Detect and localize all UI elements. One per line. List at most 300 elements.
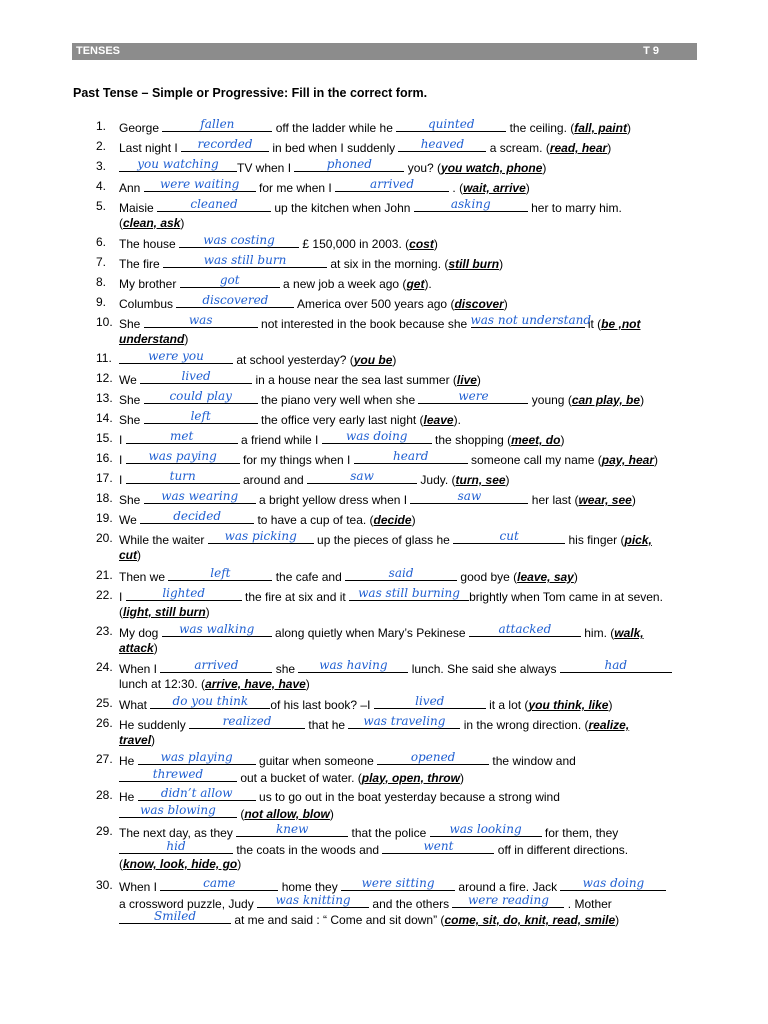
handwritten-answer: lived xyxy=(415,694,445,708)
item-line xyxy=(119,430,679,448)
answer-blank[interactable] xyxy=(144,410,258,424)
sentence-text: brightly when Tom came in at seven. xyxy=(469,590,663,604)
item-line xyxy=(119,370,679,388)
item-line xyxy=(119,138,679,156)
header-left: TENSES xyxy=(76,45,121,57)
answer-blank[interactable] xyxy=(298,659,408,673)
answer-blank[interactable] xyxy=(414,198,528,212)
verb-hint: play, open, throw xyxy=(361,770,460,785)
verb-hint: leave, say xyxy=(517,570,574,584)
answer-blank[interactable] xyxy=(162,623,272,637)
item-line xyxy=(119,567,679,585)
verb-hint: fall, paint xyxy=(574,121,627,135)
answer-blank[interactable] xyxy=(138,751,256,765)
sentence-text: around and xyxy=(239,473,308,487)
sentence-text: She xyxy=(119,413,144,427)
answer-blank[interactable] xyxy=(126,450,240,464)
handwritten-answer: met xyxy=(170,429,194,443)
sentence-text: We xyxy=(119,513,141,527)
sentence-text: and the others xyxy=(369,896,453,911)
verb-hint: realize, xyxy=(588,718,630,732)
sentence-text: I xyxy=(119,453,126,467)
handwritten-answer: came xyxy=(203,876,236,890)
verb-hint: understand xyxy=(119,331,185,346)
sentence-text: guitar when someone xyxy=(255,754,378,768)
answer-blank[interactable] xyxy=(322,430,432,444)
item-number: 25. xyxy=(96,696,113,710)
answer-blank[interactable] xyxy=(382,840,494,854)
item-number: 3. xyxy=(96,159,107,173)
handwritten-answer: knew xyxy=(276,822,309,836)
item-number: 18. xyxy=(96,491,113,505)
sentence-text: in the wrong direction. ( xyxy=(460,718,589,732)
verb-hint: pick, xyxy=(624,533,652,547)
sentence-text: ) xyxy=(573,570,578,584)
sentence-text: young ( xyxy=(528,393,572,407)
sentence-text: someone call my name ( xyxy=(467,453,602,467)
verb-hint: clean, ask xyxy=(123,215,181,230)
verb-hint: pay, hear xyxy=(601,453,655,467)
answer-blank[interactable] xyxy=(144,490,256,504)
sentence-text: . ( xyxy=(449,181,464,195)
handwritten-answer: was still burning xyxy=(358,586,460,600)
handwritten-answer: had xyxy=(604,658,628,672)
handwritten-answer: was costing xyxy=(203,233,275,247)
sentence-text: I xyxy=(119,433,126,447)
item-number: 23. xyxy=(96,624,113,638)
answer-blank[interactable] xyxy=(119,350,233,364)
sentence-text: off in different directions. xyxy=(494,842,629,857)
verb-hint: be ,not xyxy=(601,317,641,331)
sentence-text: . Mother xyxy=(564,896,612,911)
answer-blank[interactable] xyxy=(294,158,404,172)
verb-hint: can play, be xyxy=(571,393,641,407)
item-line xyxy=(119,490,679,508)
handwritten-answer: attacked xyxy=(498,622,552,636)
sentence-text: He xyxy=(119,790,138,804)
item-number: 19. xyxy=(96,511,113,525)
sentence-text: ) xyxy=(411,513,416,527)
handwritten-answer: got xyxy=(219,273,240,287)
item-number: 10. xyxy=(96,315,113,329)
sentence-text: ) xyxy=(505,473,510,487)
verb-hint: decide xyxy=(373,513,412,527)
sentence-text: ) xyxy=(615,913,620,927)
sentence-text: ( xyxy=(119,604,123,619)
answer-blank[interactable] xyxy=(126,470,240,484)
header-right: T 9 xyxy=(643,45,659,57)
handwritten-answer: was knitting xyxy=(275,892,351,907)
handwritten-answer: saw xyxy=(457,489,482,503)
sentence-text: ) xyxy=(525,181,530,195)
verb-hint: you watch, phone xyxy=(441,161,543,175)
sentence-text: What xyxy=(119,698,151,712)
item-line xyxy=(119,547,679,563)
answer-blank[interactable] xyxy=(335,178,449,192)
verb-hint: leave xyxy=(423,413,454,427)
sentence-text: £ 150,000 in 2003. ( xyxy=(299,237,410,251)
sentence-text: ) xyxy=(153,640,158,655)
handwritten-answer: heard xyxy=(393,449,429,463)
sentence-text: off the ladder while he xyxy=(272,121,397,135)
sentence-text: He suddenly xyxy=(119,718,190,732)
sentence-text: a new job a week ago ( xyxy=(279,277,407,291)
verb-hint: light, still burn xyxy=(123,604,206,619)
handwritten-answer: was paying xyxy=(148,449,217,463)
item-line xyxy=(119,118,679,136)
sentence-text: the window and xyxy=(489,754,576,768)
handwritten-answer: decided xyxy=(173,509,222,523)
sentence-text: a bright yellow dress when I xyxy=(255,493,411,507)
verb-hint: walk, xyxy=(614,626,644,640)
sentence-text: the shopping ( xyxy=(431,433,512,447)
item-line xyxy=(119,823,679,841)
sentence-text: the cafe and xyxy=(272,570,346,584)
handwritten-answer: was still burn xyxy=(203,253,287,267)
sentence-text: ) xyxy=(137,547,141,562)
handwritten-answer: asking xyxy=(450,197,491,211)
handwritten-answer: phoned xyxy=(326,157,372,171)
item-number: 12. xyxy=(96,371,113,385)
sentence-text: She xyxy=(119,317,144,331)
handwritten-answer: were reading xyxy=(467,892,549,907)
sentence-text: at six in the morning. ( xyxy=(327,257,449,271)
answer-blank[interactable] xyxy=(150,695,270,709)
item-number: 29. xyxy=(96,824,113,838)
answer-blank[interactable] xyxy=(560,659,672,673)
answer-blank[interactable] xyxy=(396,118,506,132)
item-line xyxy=(119,274,679,292)
handwritten-answer: were sitting xyxy=(361,876,435,890)
answer-blank[interactable] xyxy=(453,530,565,544)
sentence-text: Judy. ( xyxy=(417,473,456,487)
answer-blank[interactable] xyxy=(345,567,457,581)
handwritten-answer: left xyxy=(190,409,211,423)
handwritten-answer: was wearing xyxy=(161,489,239,503)
verb-hint: get xyxy=(406,277,425,291)
item-line xyxy=(119,840,679,858)
item-line xyxy=(119,732,679,748)
sentence-text: at me and said : “ Come and sit down” ( xyxy=(231,913,445,927)
sentence-text: the coats in the woods and xyxy=(233,842,383,857)
answer-blank[interactable] xyxy=(119,158,237,172)
verb-hint: come, sit, do, knit, read, smile xyxy=(444,913,616,927)
sentence-text: up the kitchen when John xyxy=(271,201,414,215)
handwritten-answer: heaved xyxy=(420,137,465,151)
answer-blank[interactable] xyxy=(469,623,581,637)
item-line xyxy=(119,604,679,620)
sentence-text: she xyxy=(272,662,299,676)
item-line xyxy=(119,587,679,605)
sentence-text: Ann xyxy=(119,181,144,195)
verb-hint: travel xyxy=(119,732,152,747)
item-line xyxy=(119,894,679,912)
verb-hint: arrive, have, have xyxy=(205,676,306,691)
sentence-text: ) xyxy=(503,297,508,311)
verb-hint: not allow, blow xyxy=(244,806,330,821)
item-line xyxy=(119,234,679,252)
answer-blank[interactable] xyxy=(160,877,278,891)
answer-blank[interactable] xyxy=(160,659,272,673)
sentence-text: the ceiling. ( xyxy=(506,121,575,135)
handwritten-answer: was looking xyxy=(449,822,522,836)
item-line xyxy=(119,695,679,713)
sentence-text: the office very early last night ( xyxy=(257,413,424,427)
answer-blank[interactable] xyxy=(257,894,369,908)
handwritten-answer: was blowing xyxy=(140,802,216,817)
sentence-text: not interested in the book because she xyxy=(257,317,471,331)
answer-blank[interactable] xyxy=(140,370,252,384)
answer-blank[interactable] xyxy=(236,823,348,837)
sentence-text: Last night I xyxy=(119,141,182,155)
answer-blank[interactable] xyxy=(126,587,242,601)
answer-blank[interactable] xyxy=(341,877,455,891)
sentence-text: ) xyxy=(329,806,334,821)
item-number: 30. xyxy=(96,878,113,892)
answer-blank[interactable] xyxy=(377,751,489,765)
item-line xyxy=(119,350,679,368)
answer-blank[interactable] xyxy=(140,510,254,524)
verb-hint: cost xyxy=(409,237,434,251)
header-bar xyxy=(72,43,697,60)
verb-hint: you think, like xyxy=(528,698,609,712)
answer-blank[interactable] xyxy=(307,470,417,484)
answer-blank[interactable] xyxy=(119,768,237,782)
handwritten-answer: were waiting xyxy=(160,177,240,191)
answer-blank[interactable] xyxy=(181,138,269,152)
answer-blank[interactable] xyxy=(144,178,256,192)
item-number: 20. xyxy=(96,531,113,545)
handwritten-answer: was not understand xyxy=(470,313,592,327)
answer-blank[interactable] xyxy=(410,490,528,504)
sentence-text: in bed when I suddenly xyxy=(269,141,399,155)
sentence-text: her last ( xyxy=(528,493,579,507)
handwritten-answer: went xyxy=(423,838,454,853)
item-line xyxy=(119,715,679,733)
item-number: 8. xyxy=(96,275,107,289)
answer-blank[interactable] xyxy=(430,823,542,837)
item-number: 27. xyxy=(96,752,113,766)
item-line xyxy=(119,530,679,548)
sentence-text: She xyxy=(119,393,144,407)
handwritten-answer: could play xyxy=(169,389,232,403)
sentence-text: ) xyxy=(151,732,156,747)
answer-blank[interactable] xyxy=(560,877,666,891)
item-line xyxy=(119,294,679,312)
answer-blank[interactable] xyxy=(157,198,271,212)
sentence-text: ) xyxy=(499,257,504,271)
sentence-text: ) xyxy=(631,493,636,507)
answer-blank[interactable] xyxy=(349,587,469,601)
answer-blank[interactable] xyxy=(470,313,592,328)
item-line xyxy=(119,410,679,428)
item-number: 28. xyxy=(96,788,113,802)
answer-blank[interactable] xyxy=(418,390,528,404)
answer-blank[interactable] xyxy=(163,254,327,268)
item-number: 4. xyxy=(96,179,107,193)
item-line xyxy=(119,659,679,677)
item-line xyxy=(119,768,679,786)
handwritten-answer: recorded xyxy=(197,137,253,151)
sentence-text: ) xyxy=(542,161,547,175)
item-number: 14. xyxy=(96,411,113,425)
handwritten-answer: was picking xyxy=(224,529,297,543)
handwritten-answer: said xyxy=(388,566,414,580)
answer-blank[interactable] xyxy=(119,804,237,818)
item-number: 6. xyxy=(96,235,107,249)
handwritten-answer: was xyxy=(188,313,213,327)
handwritten-answer: arrived xyxy=(370,177,415,191)
sentence-text: My brother xyxy=(119,277,180,291)
handwritten-answer: was doing xyxy=(345,429,408,443)
answer-blank[interactable] xyxy=(162,118,272,132)
handwritten-answer: realized xyxy=(222,714,272,728)
handwritten-answer: hid xyxy=(166,838,186,853)
verb-hint: meet, do xyxy=(511,433,561,447)
answer-blank[interactable] xyxy=(179,234,299,248)
item-line xyxy=(119,254,679,272)
sentence-text: My dog xyxy=(119,626,162,640)
answer-blank[interactable] xyxy=(168,567,272,581)
verb-hint: wait, arrive xyxy=(463,181,526,195)
sentence-text: at school yesterday? ( xyxy=(233,353,354,367)
answer-blank[interactable] xyxy=(144,314,258,328)
sentence-text: ) xyxy=(459,770,464,785)
handwritten-answer: was having xyxy=(319,658,388,672)
verb-hint: discover xyxy=(454,297,504,311)
item-line xyxy=(119,331,679,347)
handwritten-answer: cut xyxy=(499,529,519,543)
answer-blank[interactable] xyxy=(374,695,486,709)
sentence-text: ) xyxy=(640,393,645,407)
sentence-text: ) xyxy=(476,373,481,387)
handwritten-answer: do you think xyxy=(172,694,249,708)
sentence-text: The next day, as they xyxy=(119,826,237,840)
sentence-text: ) xyxy=(205,604,210,619)
handwritten-answer: Smiled xyxy=(153,909,197,923)
item-line xyxy=(119,676,679,692)
answer-blank[interactable] xyxy=(354,450,468,464)
item-number: 2. xyxy=(96,139,107,153)
sentence-text: Maisie xyxy=(119,201,158,215)
sentence-text: it a lot ( xyxy=(485,698,529,712)
answer-blank[interactable] xyxy=(126,430,238,444)
handwritten-answer: was walking xyxy=(179,622,255,636)
item-number: 9. xyxy=(96,295,107,309)
sentence-text: America over 500 years ago ( xyxy=(294,297,455,311)
item-line xyxy=(119,640,679,656)
handwritten-answer: turn xyxy=(169,469,196,483)
verb-hint: attack xyxy=(119,640,154,655)
sentence-text: home they xyxy=(278,880,342,894)
answer-blank[interactable] xyxy=(144,390,258,404)
sentence-text: a scream. ( xyxy=(486,141,550,155)
item-line xyxy=(119,804,679,822)
answer-blank[interactable] xyxy=(189,715,305,729)
answer-blank[interactable] xyxy=(119,840,233,854)
sentence-text: ) xyxy=(180,215,185,230)
handwritten-answer: were xyxy=(458,389,489,403)
sentence-text: the fire at six and it xyxy=(241,590,350,604)
item-number: 13. xyxy=(96,391,113,405)
sentence-text: ) xyxy=(305,676,310,691)
item-line xyxy=(119,178,679,196)
sentence-text: him. ( xyxy=(580,626,615,640)
sentence-text: I xyxy=(119,590,126,604)
sentence-text: it ( xyxy=(584,317,602,331)
page-title: Past Tense – Simple or Progressive: Fill in the correct form. xyxy=(73,86,428,100)
sentence-text: ) xyxy=(607,141,612,155)
item-number: 22. xyxy=(96,588,113,602)
handwritten-answer: was traveling xyxy=(363,714,446,728)
item-number: 17. xyxy=(96,471,113,485)
sentence-text: He xyxy=(119,754,138,768)
sentence-text: ) xyxy=(560,433,565,447)
item-number: 16. xyxy=(96,451,113,465)
item-line xyxy=(119,158,679,176)
handwritten-answer: was doing xyxy=(582,876,645,890)
verb-hint: still burn xyxy=(448,257,500,271)
item-number: 24. xyxy=(96,660,113,674)
sentence-text: While the waiter xyxy=(119,533,208,547)
sentence-text: us to go out in the boat yesterday because a strong wind xyxy=(255,790,560,804)
item-line xyxy=(119,314,679,332)
sentence-text: ) xyxy=(433,237,438,251)
item-line xyxy=(119,450,679,468)
item-line xyxy=(119,390,679,408)
sentence-text: good bye ( xyxy=(457,570,518,584)
item-number: 21. xyxy=(96,568,113,582)
sentence-text: I xyxy=(119,473,126,487)
item-line xyxy=(119,623,679,641)
answer-blank[interactable] xyxy=(208,530,314,544)
handwritten-answer: were you xyxy=(148,349,204,363)
handwritten-answer: arrived xyxy=(194,658,239,672)
answer-blank[interactable] xyxy=(138,787,256,801)
sentence-text: along quietly when Mary’s Pekinese xyxy=(271,626,469,640)
sentence-text: ) xyxy=(608,698,613,712)
verb-hint: read, hear xyxy=(549,141,608,155)
sentence-text: ) xyxy=(392,353,397,367)
item-line xyxy=(119,877,679,895)
handwritten-answer: saw xyxy=(350,469,374,483)
item-number: 11. xyxy=(96,351,112,365)
answer-blank[interactable] xyxy=(452,894,564,908)
sentence-text: Then we xyxy=(119,570,169,584)
answer-blank[interactable] xyxy=(176,294,294,308)
sentence-text: the piano very well when she xyxy=(257,393,419,407)
sentence-text: that he xyxy=(305,718,349,732)
sentence-text: ). xyxy=(424,277,432,291)
answer-blank[interactable] xyxy=(119,910,231,924)
sentence-text: lunch at 12:30. ( xyxy=(119,676,206,691)
sentence-text: a friend while I xyxy=(237,433,322,447)
sentence-text: ( xyxy=(237,806,245,821)
verb-hint: know, look, hide, go xyxy=(123,857,238,871)
sentence-text: in a house near the sea last summer ( xyxy=(252,373,457,387)
handwritten-answer: opened xyxy=(410,750,456,764)
handwritten-answer: quinted xyxy=(427,117,475,131)
sentence-text: ) xyxy=(237,857,242,871)
sentence-text: lunch. She said she always xyxy=(408,662,560,676)
answer-blank[interactable] xyxy=(180,274,280,288)
item-line xyxy=(119,215,679,231)
handwritten-answer: fallen xyxy=(200,117,235,131)
answer-blank[interactable] xyxy=(398,138,486,152)
handwritten-answer: threwed xyxy=(152,766,204,781)
sentence-text: ) xyxy=(626,121,631,135)
answer-blank[interactable] xyxy=(348,715,460,729)
